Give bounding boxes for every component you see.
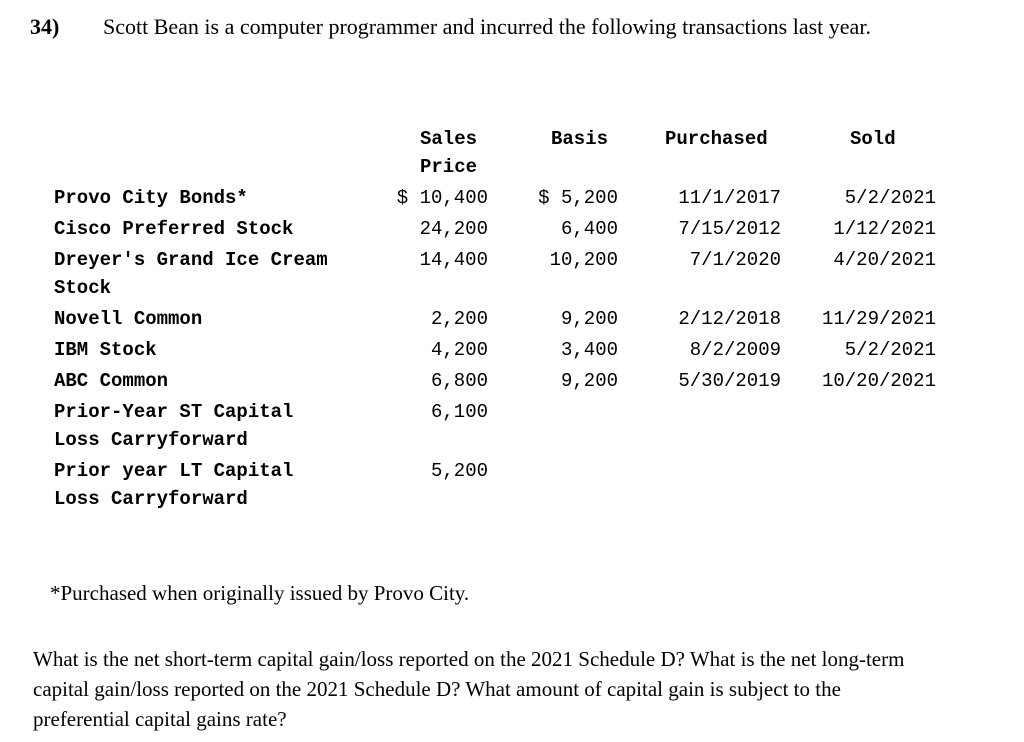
header-sales-price-line2: Price [420, 156, 478, 178]
row-sales-price: 5,200 [430, 460, 488, 482]
row-purchased: 2/12/2018 [678, 308, 781, 330]
row-sales-price: 6,100 [430, 401, 488, 423]
row-sold: 10/20/2021 [821, 370, 936, 392]
row-sold: 5/2/2021 [844, 187, 936, 209]
row-sales-price: 6,800 [430, 370, 488, 392]
row-sold: 4/20/2021 [833, 249, 936, 271]
row-name: Prior year LT Capital Loss Carryforward [54, 460, 294, 510]
row-basis: 10,200 [549, 249, 618, 271]
problem-intro: Scott Bean is a computer programmer and incurred the following transactions last year. [103, 14, 871, 39]
row-sold: 11/29/2021 [821, 308, 936, 330]
header-sales-price-line1: Sales [420, 128, 478, 150]
header-sales-price [420, 125, 477, 181]
row-name: ABC Common [54, 370, 169, 392]
row-purchased: 11/1/2017 [678, 187, 781, 209]
header-basis: Basis [551, 128, 609, 150]
row-basis: $ 5,200 [538, 187, 618, 209]
row-sales-price: 4,200 [430, 339, 488, 361]
row-sold: 1/12/2021 [833, 218, 936, 240]
row-name: Prior-Year ST Capital Loss Carryforward [54, 401, 294, 451]
header-purchased: Purchased [665, 128, 768, 150]
row-sales-price: 24,200 [419, 218, 488, 240]
problem-number: 34) [30, 14, 60, 39]
row-purchased: 7/15/2012 [678, 218, 781, 240]
header-sold: Sold [850, 128, 896, 150]
row-name: Cisco Preferred Stock [54, 218, 294, 240]
question-text: What is the net short-term capital gain/loss reported on the 2021 Schedule D? What is the net long-term capital gain/loss reported on the 2021 Schedule D? What amount of capital gain is subject to the preferential capital gains rate? [33, 647, 905, 731]
row-basis: 9,200 [560, 370, 618, 392]
row-name: Novell Common [54, 308, 203, 330]
row-basis: 3,400 [560, 339, 618, 361]
row-purchased: 7/1/2020 [689, 249, 781, 271]
row-sales-price: 14,400 [419, 249, 488, 271]
row-purchased: 8/2/2009 [689, 339, 781, 361]
row-name: Provo City Bonds* [54, 187, 248, 209]
row-basis: 6,400 [560, 218, 618, 240]
row-name: IBM Stock [54, 339, 157, 361]
row-name: Dreyer's Grand Ice Cream Stock [54, 249, 328, 299]
row-sales-price: 2,200 [430, 308, 488, 330]
row-sales-price: $ 10,400 [396, 187, 488, 209]
row-purchased: 5/30/2019 [678, 370, 781, 392]
row-basis: 9,200 [560, 308, 618, 330]
footnote: *Purchased when originally issued by Provo City. [50, 581, 470, 605]
row-sold: 5/2/2021 [844, 339, 936, 361]
